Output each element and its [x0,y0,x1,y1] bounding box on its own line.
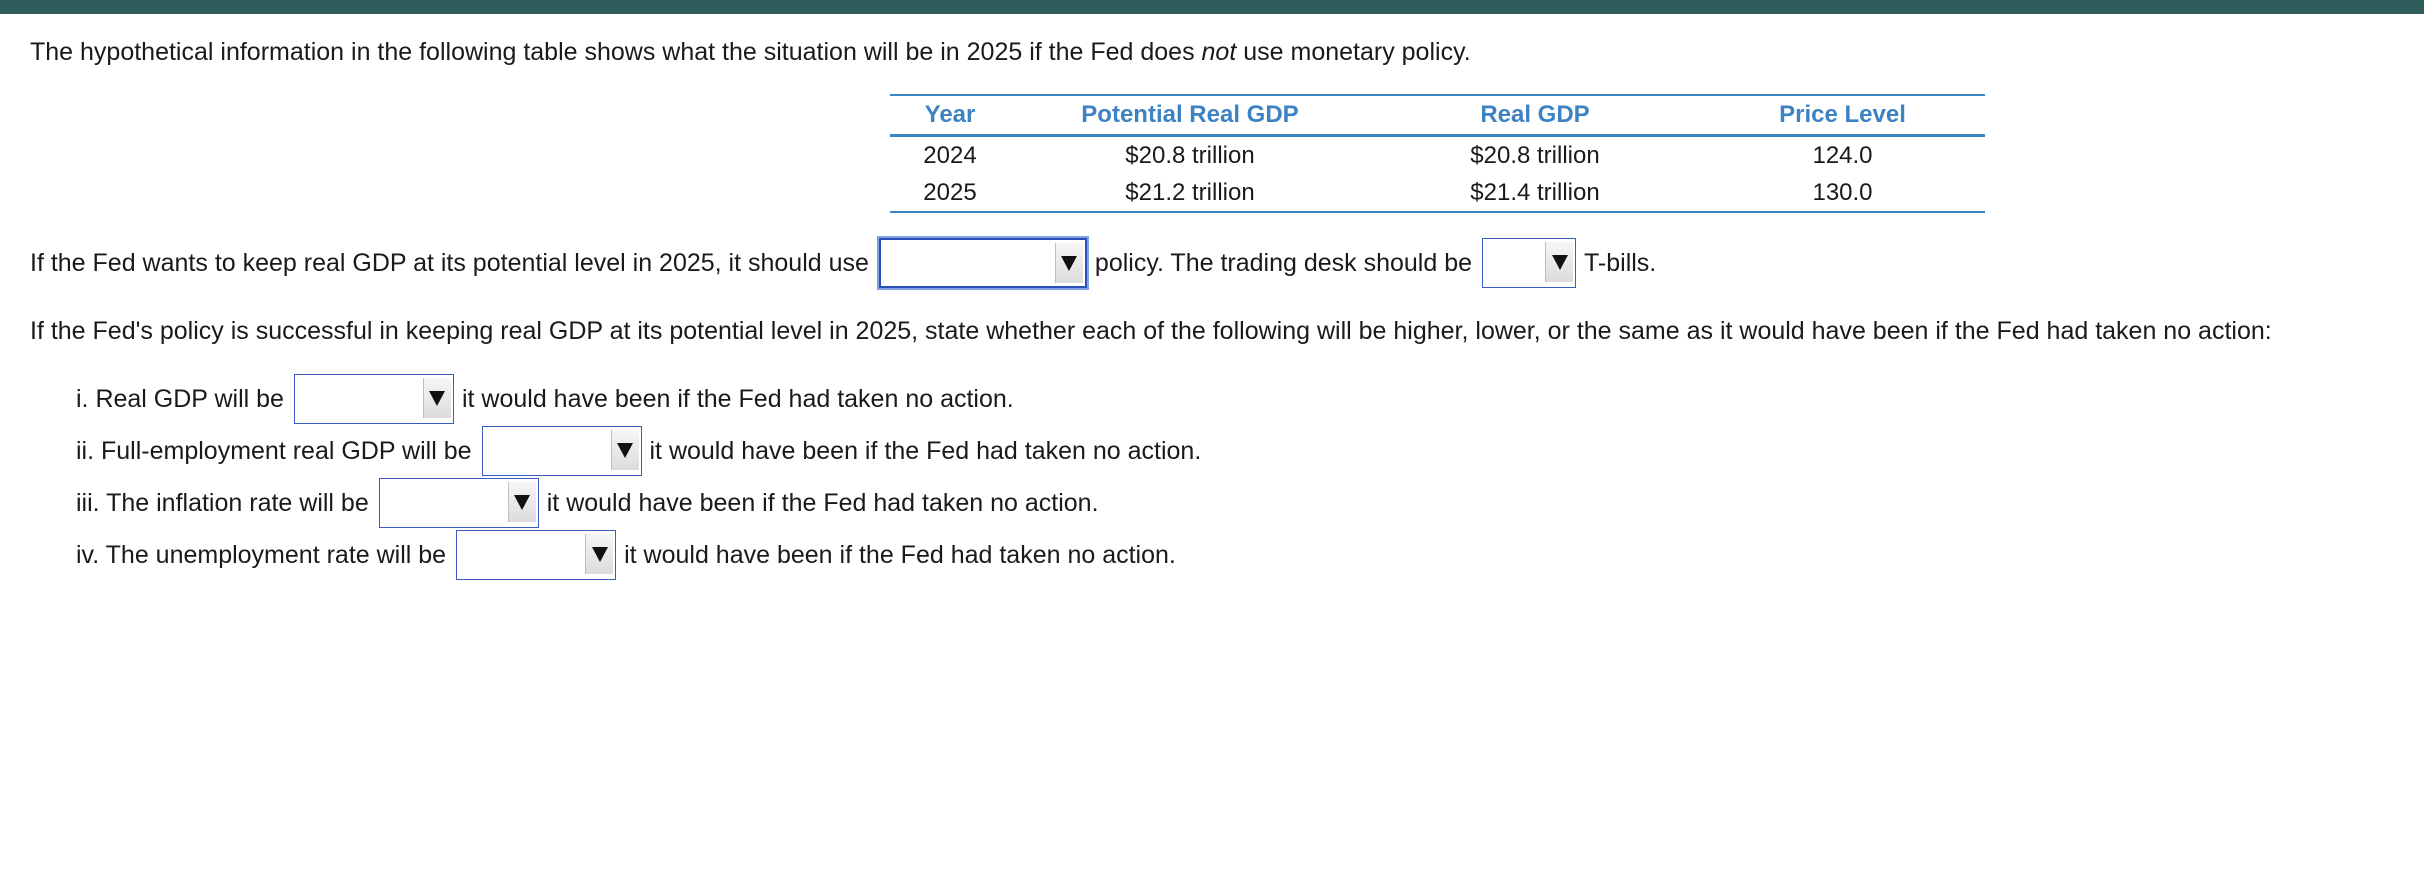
col-header-potential-gdp: Potential Real GDP [1010,95,1370,136]
intro-text: The hypothetical information in the following table shows what the situation will be in 2025 if the Fed does not use monetary policy. [30,38,1471,66]
item-unemployment-rate [76,527,1176,583]
table-cell: $21.4 trillion [1370,174,1700,212]
dropdown-arrow-icon[interactable] [423,378,451,418]
item-real-gdp [76,371,1014,427]
top-bar [0,0,2424,14]
dropdown-arrow-icon[interactable] [1545,242,1573,282]
table-cell: $21.2 trillion [1010,174,1370,212]
policy-dropdown[interactable] [879,238,1087,288]
table-cell: $20.8 trillion [1125,141,1255,169]
q1-text-after: T-bills. [1584,248,1657,277]
dropdown-arrow-icon[interactable] [585,534,613,574]
q1-text-middle: policy. The trading desk should be [1094,248,1473,277]
question-1 [30,235,1656,291]
item-label: i. Real GDP will be [76,384,284,413]
dropdown-arrow-icon[interactable] [611,430,639,470]
question-2-prompt [30,303,2272,359]
table-cell: 130.0 [1700,174,1985,212]
item-inflation-rate [76,475,1099,531]
inflation-rate-dropdown[interactable] [379,478,539,528]
item-label: iv. The unemployment rate will be [76,540,447,569]
dropdown-arrow-icon[interactable] [1055,243,1083,283]
table-cell: 2024 [923,141,977,169]
item-label: iii. The inflation rate will be [76,488,369,517]
table-cell: 124.0 [1812,141,1873,169]
unemployment-rate-dropdown[interactable] [456,530,616,580]
q1-text-before: If the Fed wants to keep real GDP at its potential level in 2025, it should use [30,248,869,277]
table-header-row [890,95,1985,136]
col-header-real-gdp: Real GDP [1370,95,1700,136]
dropdown-arrow-icon[interactable] [508,482,536,522]
table-row [890,136,1985,175]
real-gdp-dropdown[interactable] [294,374,454,424]
table-cell: $20.8 trillion [1470,141,1600,169]
table-row [890,174,1985,212]
item-full-employment-gdp [76,423,1201,479]
table-cell: 2025 [890,174,1010,212]
data-table [890,94,1985,213]
item-suffix: it would have been if the Fed had taken no action. [649,436,1202,465]
item-suffix: it would have been if the Fed had taken no action. [461,384,1014,413]
q2-prompt-text: If the Fed's policy is successful in keeping real GDP at its potential level in 2025, state whether each of the following will be higher, lower, or the same as it would have been if the Fed had taken no action: [30,316,2272,345]
trading-desk-dropdown[interactable] [1482,238,1576,288]
col-header-price-level: Price Level [1700,95,1985,136]
col-header-year: Year [890,95,1010,136]
item-suffix: it would have been if the Fed had taken no action. [546,488,1099,517]
item-label: ii. Full-employment real GDP will be [76,436,472,465]
item-suffix: it would have been if the Fed had taken no action. [624,540,1176,569]
full-employment-gdp-dropdown[interactable] [482,426,642,476]
